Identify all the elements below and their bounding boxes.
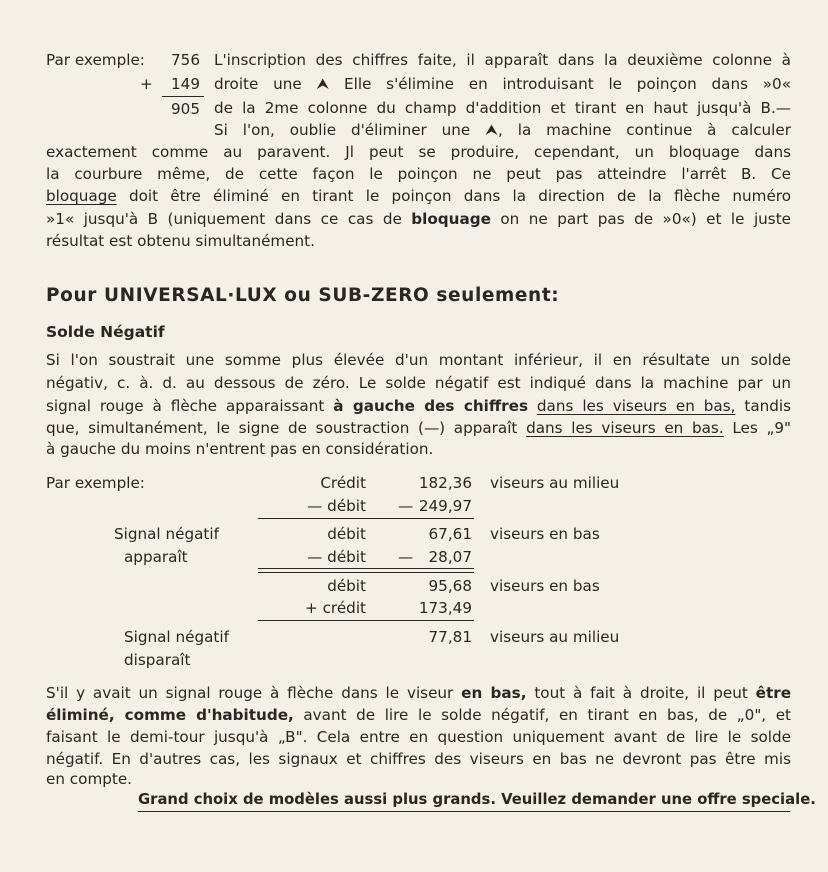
para1-line-5: résultat est obtenu simultanément. xyxy=(46,232,315,250)
example1-line-1: L'inscription des chiffres faite, il apparaît dans la deuxième colonne à xyxy=(214,51,791,69)
para2-line-4-c: Les „9" xyxy=(732,419,792,437)
table-row-4-value: 28,07 xyxy=(428,548,472,566)
example1-plus: + xyxy=(140,75,153,93)
para1-line-1: exactement comme au paravent. Jl peut se produire, cependant, un bloquage dans xyxy=(46,143,791,161)
table-row-1-note: viseurs au milieu xyxy=(490,474,620,492)
table-row-5-value: 95,68 xyxy=(428,577,472,595)
table-row-3-value: 67,61 xyxy=(428,525,472,543)
table-row-3-op: débit xyxy=(327,525,366,543)
para3-line-1-bold-2: être xyxy=(755,684,792,702)
para2-line-3-underlined: dans les viseurs en bas, xyxy=(536,397,736,415)
table-rule-2 xyxy=(258,568,474,569)
para1-line-4-bold: bloquage xyxy=(411,210,491,228)
table-rule-3 xyxy=(258,620,474,621)
table-row-6-op: + crédit xyxy=(305,599,366,617)
table-row-1-op: Crédit xyxy=(320,474,366,492)
table-row-7-value: 77,81 xyxy=(428,628,472,646)
example1-line-3: de la 2me colonne du champ d'addition et tirant en haut jusqu'à B.— xyxy=(214,99,791,117)
table-row-2-sign: — xyxy=(398,497,414,515)
para3-line-1-a: S'il y avait un signal rouge à flèche dans le viseur xyxy=(46,684,454,702)
para3-line-3: faisant le demi-tour jusqu'à „B". Cela entre en question uniquement avant de lire le solde xyxy=(46,728,791,746)
para1-line-4-c: on ne part pas de »0«) et le juste xyxy=(500,210,792,228)
example1-sum-rule xyxy=(162,96,204,97)
example1-line-2: droite une ⮝ Elle s'élimine en introduisant le poinçon dans »0« xyxy=(214,75,791,93)
example1-line-4: Si l'on, oublie d'éliminer une ⮝, la machine continue à calculer xyxy=(214,121,791,139)
bloquage-underlined: bloquage xyxy=(46,187,117,205)
footer-underline xyxy=(138,811,790,812)
para1-line-2: la courbure même, de cette façon le poinçon ne peut pas atteindre l'arrêt B. Ce xyxy=(46,165,791,183)
example1-label: Par exemple: xyxy=(46,51,145,69)
para3-line-1-bold: en bas, xyxy=(461,684,527,702)
para1-line-4-a: »1« jusqu'à B (uniquement dans ce cas de xyxy=(46,210,402,228)
para3-line-1 xyxy=(46,682,791,704)
para2-line-3-a: signal rouge à flèche apparaissant xyxy=(46,397,325,415)
para2-line-2: négativ, c. à. d. au dessous de zéro. Le solde négatif est indiqué dans la machine par un xyxy=(46,374,791,392)
table-row-2-value: 249,97 xyxy=(418,497,472,515)
para3-line-2 xyxy=(46,704,791,726)
para3-line-1-c: tout à fait à droite, il peut xyxy=(534,684,748,702)
table-row-1-value: 182,36 xyxy=(418,474,472,492)
table-rule-2b xyxy=(258,572,474,573)
para3-line-2-bold: éliminé, comme d'habitude, xyxy=(46,706,294,724)
para2-line-4-a: que, simultanément, le signe de soustraction (—) apparaît xyxy=(46,419,518,437)
table-row-4-left: apparaît xyxy=(124,548,188,566)
table-row-5-note: viseurs en bas xyxy=(490,577,600,595)
para2-line-5: à gauche du moins n'entrent pas en considération. xyxy=(46,440,434,458)
para2-line-1: Si l'on soustrait une somme plus élevée d'un montant inférieur, il en résultate un solde xyxy=(46,351,791,369)
para2-line-3-bold: à gauche des chiffres xyxy=(333,397,528,415)
para3-line-5: en compte. xyxy=(46,770,133,788)
example1-result: 905 xyxy=(171,100,200,118)
para2-line-3 xyxy=(46,395,791,417)
table-row-7-note: viseurs au milieu xyxy=(490,628,620,646)
para1-line-3 xyxy=(46,185,791,207)
table-row-4-op: — débit xyxy=(307,548,366,566)
table-row-4-sign: — xyxy=(398,548,414,566)
example1-num1: 756 xyxy=(171,51,200,69)
table-row-6-value: 173,49 xyxy=(418,599,472,617)
para2-line-4 xyxy=(46,417,791,439)
para2-line-4-underlined: dans les viseurs en bas. xyxy=(526,419,724,437)
para1-line-3-rest: doit être éliminé en tirant le poinçon dans la direction de la flèche numéro xyxy=(128,187,791,205)
table-row-3-note: viseurs en bas xyxy=(490,525,600,543)
para3-line-4: négatif. En d'autres cas, les signaux et chiffres des viseurs en bas ne devront pas être mis xyxy=(46,750,791,768)
para3-line-2-b: avant de lire le solde négatif, en tirant en bas, de „0", et xyxy=(303,706,792,724)
subheading: Solde Négatif xyxy=(46,323,165,341)
para2-line-3-d: tandis xyxy=(744,397,792,415)
table-rule-1 xyxy=(258,518,474,519)
table-row-5-op: débit xyxy=(327,577,366,595)
para1-line-4 xyxy=(46,208,791,230)
example1-num2: 149 xyxy=(171,75,200,93)
table-row-3-left: Signal négatif xyxy=(114,525,219,543)
table-row-8-left: disparaît xyxy=(124,651,191,669)
section-heading: Pour UNIVERSAL·LUX ou SUB-ZERO seulement: xyxy=(46,285,560,306)
footer-offer: Grand choix de modèles aussi plus grands. Veuillez demander une offre speciale. xyxy=(138,791,816,808)
table-row-7-left: Signal négatif xyxy=(124,628,229,646)
example2-label: Par exemple: xyxy=(46,474,145,492)
table-row-2-op: — débit xyxy=(307,497,366,515)
